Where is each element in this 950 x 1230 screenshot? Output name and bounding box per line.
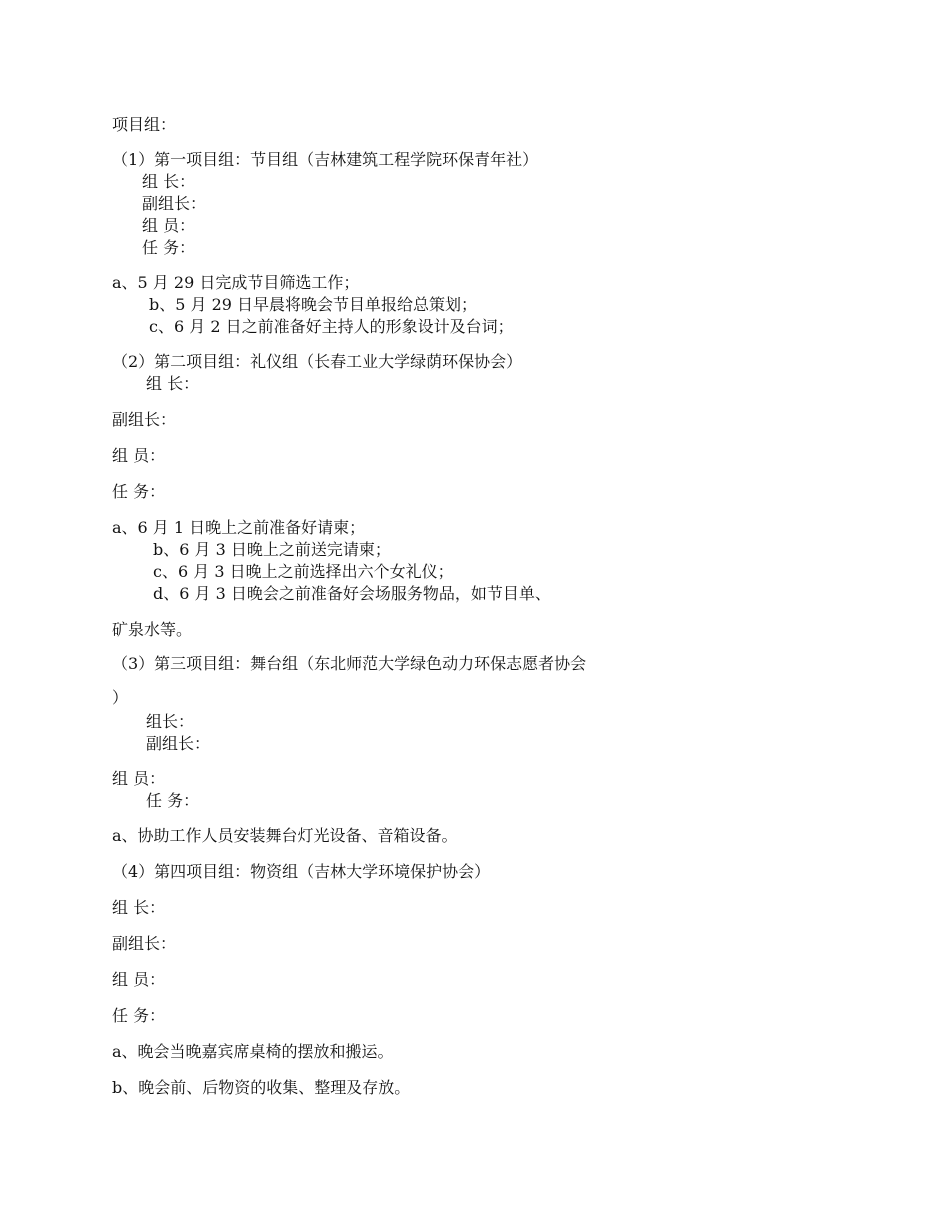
group2-leader: 组 长： (146, 374, 200, 393)
group3-deputy: 副组长： (146, 734, 211, 753)
group1-tasks-label: 任 务： (142, 238, 196, 257)
group4-members: 组 员： (112, 970, 166, 989)
group4-leader: 组 长： (112, 898, 166, 917)
group1-task-c: c、6 月 2 日之前准备好主持人的形象设计及台词； (149, 317, 514, 336)
group1-task-b: b、5 月 29 日早晨将晚会节目单报给总策划； (149, 295, 478, 314)
group2-deputy: 副组长： (112, 410, 177, 429)
group4-tasks-label: 任 务： (112, 1006, 166, 1025)
group2-task-c: c、6 月 3 日晚上之前选择出六个女礼仪； (153, 562, 454, 581)
group3-title-end: ） (112, 688, 129, 707)
group1-deputy: 副组长： (142, 194, 207, 213)
group2-task-b: b、6 月 3 日晚上之前送完请柬； (153, 540, 391, 559)
section-heading: 项目组： (112, 115, 177, 134)
group2-tasks-label: 任 务： (112, 482, 166, 501)
group3-title: （3）第三项目组：舞台组（东北师范大学绿色动力环保志愿者协会 (112, 654, 587, 673)
group4-title: （4）第四项目组：物资组（吉林大学环境保护协会） (112, 862, 491, 881)
group2-members: 组 员： (112, 446, 166, 465)
group3-leader: 组长： (146, 712, 195, 731)
group3-tasks-label: 任 务： (146, 791, 200, 810)
group3-task-a: a、协助工作人员安装舞台灯光设备、音箱设备。 (112, 826, 458, 845)
group1-task-a: a、5 月 29 日完成节目筛选工作； (112, 273, 360, 292)
group2-task-d-cont: 矿泉水等。 (112, 620, 193, 639)
group2-task-d: d、6 月 3 日晚会之前准备好会场服务物品，如节目单、 (153, 584, 551, 603)
group4-deputy: 副组长： (112, 934, 177, 953)
group2-title: （2）第二项目组：礼仪组（长春工业大学绿荫环保协会） (112, 352, 523, 371)
group1-title: （1）第一项目组：节目组（吉林建筑工程学院环保青年社） (112, 150, 539, 169)
group4-task-b: b、晚会前、后物资的收集、整理及存放。 (112, 1078, 411, 1097)
group2-task-a: a、6 月 1 日晚上之前准备好请柬； (112, 518, 366, 537)
group1-leader: 组 长： (142, 172, 196, 191)
group4-task-a: a、晚会当晚嘉宾席桌椅的摆放和搬运。 (112, 1042, 394, 1061)
group1-members: 组 员： (142, 216, 196, 235)
group3-members: 组 员： (112, 769, 166, 788)
